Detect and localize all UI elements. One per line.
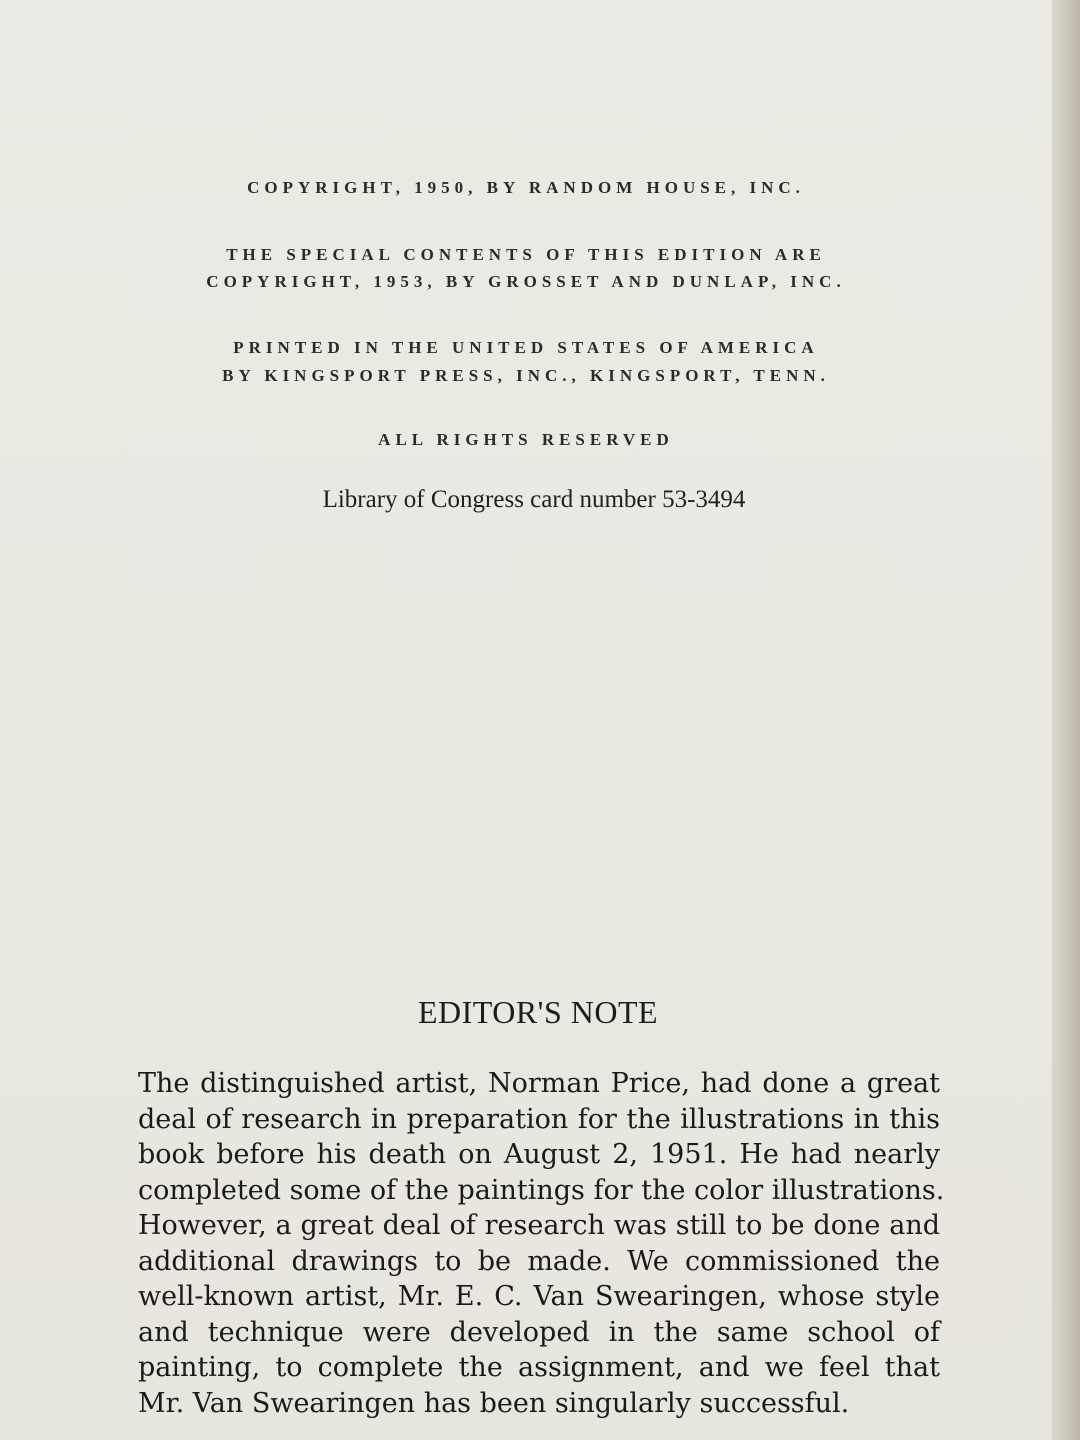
library-of-congress-number: Library of Congress card number 53-3494 [322, 486, 746, 513]
note-line: Mr. Van Swearingen has been singularly successful. [138, 1387, 850, 1419]
editors-note-body [138, 1066, 945, 1421]
note-line: book before his death on August 2, 1951. He had nearly [138, 1139, 940, 1170]
kingsport-press-line: BY KINGSPORT PRESS, INC., KINGSPORT, TENN. [222, 366, 830, 385]
note-line: completed some of the paintings for the color illustrations. [138, 1174, 945, 1206]
all-rights-reserved: ALL RIGHTS RESERVED [378, 430, 674, 449]
note-line: additional drawings to be made. We commissioned the [138, 1245, 940, 1277]
note-line: The distinguished artist, Norman Price, had done a great [138, 1068, 940, 1099]
page-edge [1052, 0, 1080, 1440]
special-contents-line: THE SPECIAL CONTENTS OF THIS EDITION ARE [226, 245, 826, 264]
note-line: and technique were developed in the same school of [138, 1316, 940, 1348]
note-line: painting, to complete the assignment, and we feel that [138, 1352, 940, 1383]
copyright-grosset-dunlap: COPYRIGHT, 1953, BY GROSSET AND DUNLAP, INC. [206, 272, 846, 291]
printed-in-usa-line: PRINTED IN THE UNITED STATES OF AMERICA [233, 338, 819, 357]
note-line: well-known artist, Mr. E. C. Van Swearingen, whose style [138, 1281, 940, 1312]
note-line: However, a great deal of research was still to be done and [138, 1210, 940, 1241]
editors-note-title: EDITOR'S NOTE [417, 994, 659, 1030]
note-line: deal of research in preparation for the illustrations in this [138, 1103, 940, 1135]
copyright-random-house: COPYRIGHT, 1950, BY RANDOM HOUSE, INC. [247, 178, 805, 197]
